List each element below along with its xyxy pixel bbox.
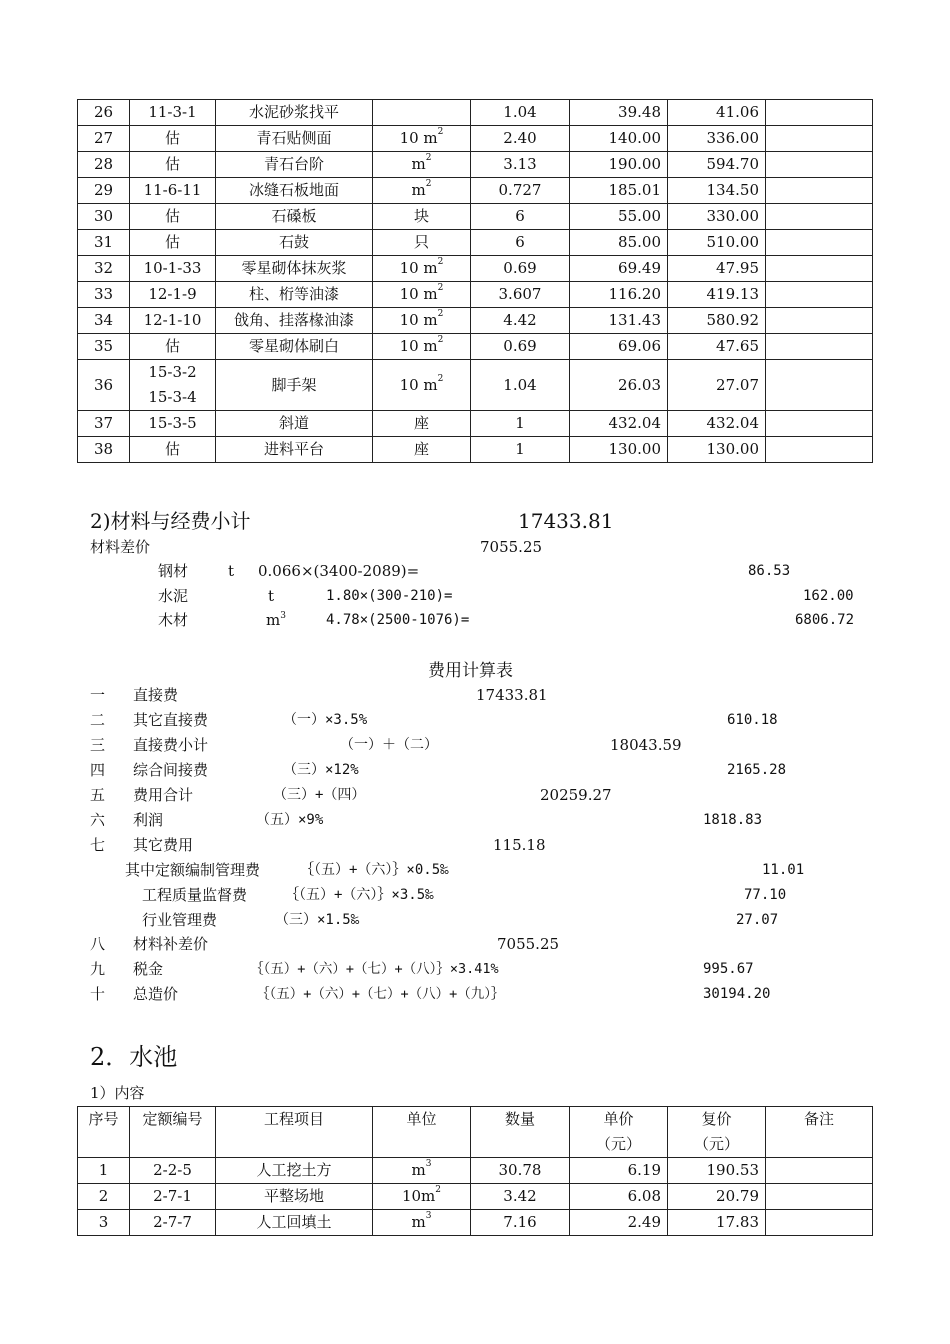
fee-6-value: 1818.83 [703,812,763,828]
fee-7-label: 其它费用 [133,836,194,854]
steel-qty: 0.066×(3400-2089)= [258,562,420,580]
cell-unit [373,152,471,178]
cell-price: 140.00 [570,126,668,152]
unit-text: m [411,1161,426,1179]
fee-7c-formula: （三）×1.5‰ [275,912,360,928]
unit-text: 10m [401,1187,436,1205]
fee-7b-formula: ｛（五）+（六）｝×3.5‰ [285,887,434,903]
cell-note [766,178,873,204]
cell-item: 戗角、挂落椽油漆 [216,308,373,334]
wood-name: 木材 [158,611,189,629]
table-row [78,204,873,230]
table-row [78,308,873,334]
steel-result: 86.53 [748,563,791,579]
unit-exponent: 2 [425,153,432,163]
cell-qty: 2.40 [471,126,570,152]
cell-qty: 3.13 [471,152,570,178]
cell-price: 432.04 [570,411,668,437]
cell-price: 26.03 [570,360,668,411]
cell-qty: 1 [471,411,570,437]
unit-text: m [411,155,426,173]
section-title: 2．水池 [90,1043,178,1071]
fee-2-value: 610.18 [727,712,778,728]
cell-item: 冰缝石板地面 [216,178,373,204]
cell-unit [373,334,471,360]
cell-unit [373,282,471,308]
cell-item: 进料平台 [216,437,373,463]
cell-price: 6.19 [570,1158,668,1184]
cell-no: 32 [78,256,130,282]
fee-1-num: 一 [90,686,106,704]
wood-unit [266,610,286,630]
wood-formula: 4.78×(2500-1076)= [326,612,470,628]
cell-no: 2 [78,1184,130,1210]
cell-total: 510.00 [668,230,766,256]
steel-name: 钢材 [158,562,189,580]
cell-unit [373,1158,471,1184]
cell-total: 47.65 [668,334,766,360]
cell-code: 12-1-10 [130,308,216,334]
fee-2-num: 二 [90,711,106,729]
fee-table-title: 费用计算表 [428,661,513,681]
unit-exponent: 3 [425,1211,432,1221]
cell-note [766,1210,873,1236]
cell-unit [373,1184,471,1210]
cell-unit [373,411,471,437]
cell-price: 69.49 [570,256,668,282]
cell-code: 2-7-1 [130,1184,216,1210]
cell-unit [373,100,471,126]
cell-code: 估 [130,437,216,463]
cell-note [766,334,873,360]
table-row [78,256,873,282]
cell-note [766,360,873,411]
cell-note [766,437,873,463]
table-row [78,1184,873,1210]
cell-no: 37 [78,411,130,437]
cell-unit [373,1210,471,1236]
cell-qty: 1.04 [471,100,570,126]
fee-10-value: 30194.20 [703,986,771,1002]
cell-no: 1 [78,1158,130,1184]
cell-total: 190.53 [668,1158,766,1184]
fee-8-num: 八 [90,935,106,953]
pool-cost-table [77,1106,873,1236]
fee-4-label: 综合间接费 [133,761,209,779]
unit-exponent: 2 [437,309,444,319]
table-row [78,126,873,152]
header-price-unit: （元） [595,1135,641,1153]
cell-total: 336.00 [668,126,766,152]
fee-6-num: 六 [90,811,106,829]
cell-unit [373,204,471,230]
cost-table-continued [77,99,873,463]
unit-text: 只 [413,233,429,251]
cell-no: 35 [78,334,130,360]
cell-code: 12-1-9 [130,282,216,308]
cement-unit: t [268,587,275,605]
cell-unit [373,437,471,463]
section-subtitle: 1）内容 [90,1084,145,1102]
unit-exponent: 2 [437,283,444,293]
cell-code: 2-7-7 [130,1210,216,1236]
cell-code: 2-2-5 [130,1158,216,1184]
cell-code: 估 [130,230,216,256]
fee-5-label: 费用合计 [133,786,194,804]
cell-price: 185.01 [570,178,668,204]
cell-item: 人工挖土方 [216,1158,373,1184]
cell-item: 青石台阶 [216,152,373,178]
cell-unit [373,308,471,334]
cell-qty: 7.16 [471,1210,570,1236]
cell-price: 55.00 [570,204,668,230]
cell-total: 134.50 [668,178,766,204]
cell-qty: 4.42 [471,308,570,334]
cell-qty: 3.607 [471,282,570,308]
fee-6-label: 利润 [133,811,164,829]
fee-7c-label: 行业管理费 [142,911,218,929]
fee-6-formula: （五）×9% [256,812,324,828]
fee-3-formula: （一）＋（二） [340,737,438,753]
fee-10-label: 总造价 [133,985,179,1003]
cell-item: 石鼓 [216,230,373,256]
cell-price: 85.00 [570,230,668,256]
cell-no: 29 [78,178,130,204]
fee-7a-formula: ｛（五）+（六）｝×0.5‰ [300,862,449,878]
cell-total: 47.95 [668,256,766,282]
cell-code: 估 [130,126,216,152]
cell-item: 斜道 [216,411,373,437]
cell-code: 10-1-33 [130,256,216,282]
cell-unit [373,360,471,411]
fee-1-label: 直接费 [133,686,179,704]
unit-text: 10 m [399,285,438,303]
header-total-unit: （元） [693,1135,739,1153]
cell-unit [373,178,471,204]
table-row [78,230,873,256]
fee-9-label: 税金 [133,960,164,978]
cell-total: 130.00 [668,437,766,463]
cell-qty: 3.42 [471,1184,570,1210]
cell-note [766,100,873,126]
cell-no: 28 [78,152,130,178]
fee-5-value: 20259.27 [540,786,612,804]
cell-no: 26 [78,100,130,126]
header-item: 工程项目 [216,1107,373,1158]
cell-note [766,204,873,230]
table-row [78,437,873,463]
fee-9-formula: ｛（五）+（六）+（七）+（八）｝×3.41% [250,961,499,977]
fee-9-num: 九 [90,960,106,978]
table-row [78,1158,873,1184]
header-qty: 数量 [471,1107,570,1158]
steel-formula [258,561,419,581]
fee-7b-label: 工程质量监督费 [142,886,248,904]
table-row [78,100,873,126]
cell-item: 零星砌体刷白 [216,334,373,360]
fee-3-label: 直接费小计 [133,736,209,754]
cell-price: 131.43 [570,308,668,334]
cell-item: 水泥砂浆找平 [216,100,373,126]
cell-no: 31 [78,230,130,256]
header-code: 定额编号 [130,1107,216,1158]
header-total-label: 复价 [701,1110,732,1128]
cell-qty: 1 [471,437,570,463]
unit-exponent: 2 [435,1185,442,1195]
wood-unit-base: m [266,611,281,629]
cell-item: 人工回填土 [216,1210,373,1236]
fee-7a-label: 其中定额编制管理费 [125,861,261,879]
steel-unit: t [228,562,235,580]
cement-result: 162.00 [803,588,854,604]
cell-item: 脚手架 [216,360,373,411]
fee-9-value: 995.67 [703,961,754,977]
material-diff-label: 材料差价 [90,538,151,556]
unit-exponent: 2 [437,127,444,137]
unit-text: 10 m [399,375,438,394]
cement-formula: 1.80×(300-210)= [326,588,453,604]
table-row [78,411,873,437]
cell-total: 432.04 [668,411,766,437]
table-row [78,282,873,308]
cell-unit [373,256,471,282]
fee-10-formula: ｛（五）+（六）+（七）+（八）+（九）｝ [256,986,505,1002]
cell-code [130,360,216,411]
cell-qty: 0.727 [471,178,570,204]
header-note: 备注 [766,1107,873,1158]
cement-name: 水泥 [158,587,189,605]
cell-item: 青石贴侧面 [216,126,373,152]
cell-no: 27 [78,126,130,152]
subtotal-value: 17433.81 [518,509,614,533]
unit-exponent: 2 [437,373,444,384]
fee-2-label: 其它直接费 [133,711,209,729]
cell-price: 190.00 [570,152,668,178]
fee-7a-value: 11.01 [762,862,805,878]
cell-code: 估 [130,152,216,178]
cell-code: 估 [130,334,216,360]
fee-7b-value: 77.10 [744,887,787,903]
cell-item: 柱、桁等油漆 [216,282,373,308]
cell-note [766,1158,873,1184]
fee-3-value: 18043.59 [610,736,682,754]
unit-text: m [411,181,426,199]
subtotal-label: 2)材料与经费小计 [90,509,251,533]
cell-item: 平整场地 [216,1184,373,1210]
cell-item: 零星砌体抹灰浆 [216,256,373,282]
unit-exponent: 2 [425,179,432,189]
cell-note [766,282,873,308]
unit-text: 10 m [399,129,438,147]
unit-exponent: 2 [437,257,444,267]
unit-text: 10 m [399,259,438,277]
unit-exponent: 2 [437,335,444,345]
code-line: 15-3-2 [148,363,197,381]
fee-8-value: 7055.25 [497,935,560,953]
header-total [668,1107,766,1158]
cell-unit [373,230,471,256]
unit-text: 10 m [399,311,438,329]
cell-unit [373,126,471,152]
cell-total: 17.83 [668,1210,766,1236]
cell-price: 2.49 [570,1210,668,1236]
cell-total: 41.06 [668,100,766,126]
cell-total: 580.92 [668,308,766,334]
fee-3-num: 三 [90,736,106,754]
table-row [78,178,873,204]
fee-8-label: 材料补差价 [133,935,209,953]
header-price-label: 单价 [603,1110,634,1128]
fee-4-value: 2165.28 [727,762,787,778]
cell-code: 估 [130,204,216,230]
fee-5-formula: （三）+（四） [273,787,366,803]
wood-result: 6806.72 [795,612,855,628]
fee-7-num: 七 [90,836,106,854]
cell-price: 116.20 [570,282,668,308]
unit-text: 10 m [399,337,438,355]
code-line: 15-3-4 [148,388,197,406]
unit-text: m [411,1213,426,1231]
cell-note [766,411,873,437]
cell-note [766,256,873,282]
cell-no: 3 [78,1210,130,1236]
cell-no: 34 [78,308,130,334]
cell-no: 38 [78,437,130,463]
fee-4-formula: （三）×12% [283,762,359,778]
fee-1-value: 17433.81 [476,686,548,704]
fee-4-num: 四 [90,761,106,779]
cell-price: 39.48 [570,100,668,126]
cell-price: 6.08 [570,1184,668,1210]
unit-exponent: 3 [425,1159,432,1169]
table-row [78,152,873,178]
table-header-row [78,1107,873,1158]
fee-5-num: 五 [90,786,106,804]
header-no: 序号 [78,1107,130,1158]
table-row [78,334,873,360]
cell-note [766,1184,873,1210]
fee-2-formula: （一）×3.5% [283,712,368,728]
cell-qty: 0.69 [471,334,570,360]
cell-code: 15-3-5 [130,411,216,437]
cell-total: 27.07 [668,360,766,411]
cell-qty: 6 [471,230,570,256]
cell-note [766,126,873,152]
fee-7-value: 115.18 [493,836,546,854]
cell-qty: 1.04 [471,360,570,411]
cell-price: 69.06 [570,334,668,360]
cell-no: 30 [78,204,130,230]
cell-total: 419.13 [668,282,766,308]
cell-code: 11-6-11 [130,178,216,204]
fee-10-num: 十 [90,985,106,1003]
cell-qty: 30.78 [471,1158,570,1184]
unit-text: 座 [413,414,429,432]
cell-note [766,230,873,256]
table-row [78,1210,873,1236]
header-unit: 单位 [373,1107,471,1158]
cell-note [766,308,873,334]
cell-price: 130.00 [570,437,668,463]
cell-no: 33 [78,282,130,308]
cell-qty: 0.69 [471,256,570,282]
cell-note [766,152,873,178]
table-row [78,360,873,411]
fee-7c-value: 27.07 [736,912,779,928]
material-diff-value: 7055.25 [480,538,543,556]
wood-unit-sup: 3 [280,611,286,621]
cell-no: 36 [78,360,130,411]
cell-item: 石磉板 [216,204,373,230]
cell-qty: 6 [471,204,570,230]
header-price [570,1107,668,1158]
cell-code: 11-3-1 [130,100,216,126]
cell-total: 330.00 [668,204,766,230]
unit-text: 座 [413,440,429,458]
cell-total: 20.79 [668,1184,766,1210]
cell-total: 594.70 [668,152,766,178]
unit-text: 块 [413,207,429,225]
